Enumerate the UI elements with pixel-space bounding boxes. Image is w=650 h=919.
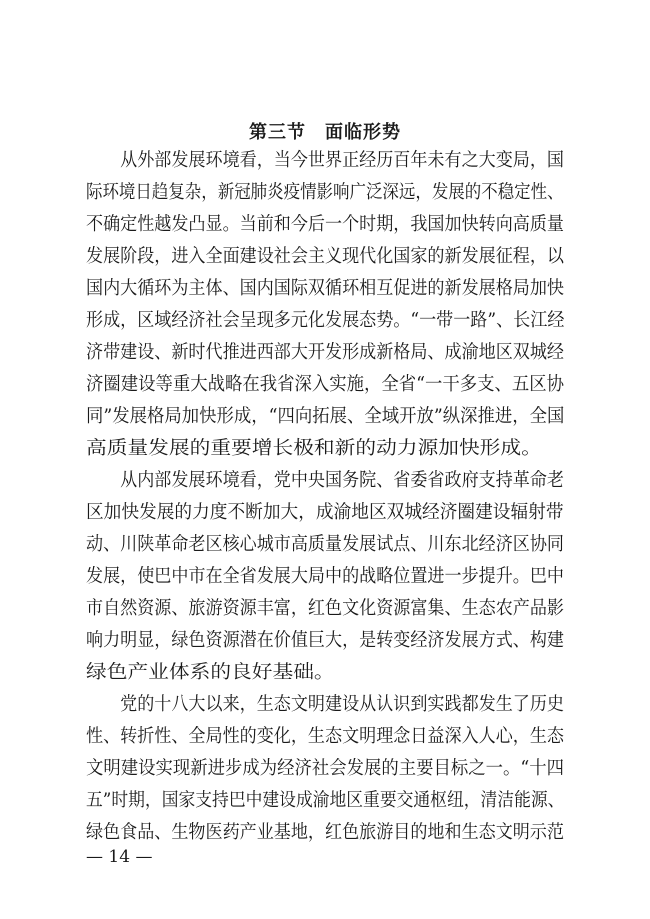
page-number: — 14 — [86, 847, 153, 867]
paragraph-3-line: 绿色食品、生物医药产业基地，红色旅游目的地和生态文明示范 [86, 822, 565, 843]
paragraph-1-line: 际环境日趋复杂，新冠肺炎疫情影响广泛深远，发展的不稳定性、 [86, 182, 564, 203]
paragraph-2-line: 发展，使巴中市在全省发展大局中的战略位置进一步提升。巴中 [86, 566, 565, 587]
paragraph-2-line: 绿色产业体系的良好基础。 [86, 662, 335, 683]
paragraph-1-line: 从外部发展环境看，当今世界正经历百年未有之大变局，国 [86, 150, 565, 171]
paragraph-1-line: 高质量发展的重要增长极和新的动力源加快形成。 [86, 438, 542, 459]
paragraph-2-line: 动、川陕革命老区核心城市高质量发展试点、川东北经济区协同 [86, 534, 565, 555]
paragraph-1-line: 不确定性越发凸显。当前和今后一个时期，我国加快转向高质量 [86, 214, 565, 235]
paragraph-2-line: 市自然资源、旅游资源丰富，红色文化资源富集、生态农产品影 [86, 598, 565, 619]
paragraph-3-line: 党的十八大以来，生态文明建设从认识到实践都发生了历史 [86, 694, 565, 715]
paragraph-1-line: 同”发展格局加快形成，“四向拓展、全域开放”纵深推进，全国 [86, 406, 565, 427]
paragraph-1-line: 国内大循环为主体、国内国际双循环相互促进的新发展格局加快 [86, 278, 565, 299]
paragraph-1-line: 济带建设、新时代推进西部大开发形成新格局、成渝地区双城经 [86, 342, 565, 363]
paragraph-1-line: 发展阶段，进入全面建设社会主义现代化国家的新发展征程，以 [86, 246, 565, 267]
paragraph-2-line: 响力明显，绿色资源潜在价值巨大，是转变经济发展方式、构建 [86, 630, 565, 651]
paragraph-2-line: 区加快发展的力度不断加大，成渝地区双城经济圈建设辐射带 [86, 502, 564, 523]
paragraph-1-line: 济圈建设等重大战略在我省深入实施，全省“一干多支、五区协 [86, 374, 564, 395]
section-title: 第三节 面临形势 [249, 122, 401, 143]
paragraph-3-line: 性、转折性、全局性的变化，生态文明理念日益深入人心，生态 [86, 726, 565, 747]
paragraph-1-line: 形成，区域经济社会呈现多元化发展态势。“一带一路”、长江经 [86, 310, 565, 331]
paragraph-3-line: 文明建设实现新进步成为经济社会发展的主要目标之一。“十四 [86, 758, 564, 779]
paragraph-3-line: 五”时期，国家支持巴中建设成渝地区重要交通枢纽，清洁能源、 [86, 790, 565, 811]
paragraph-2-line: 从内部发展环境看，党中央国务院、省委省政府支持革命老 [86, 470, 565, 491]
